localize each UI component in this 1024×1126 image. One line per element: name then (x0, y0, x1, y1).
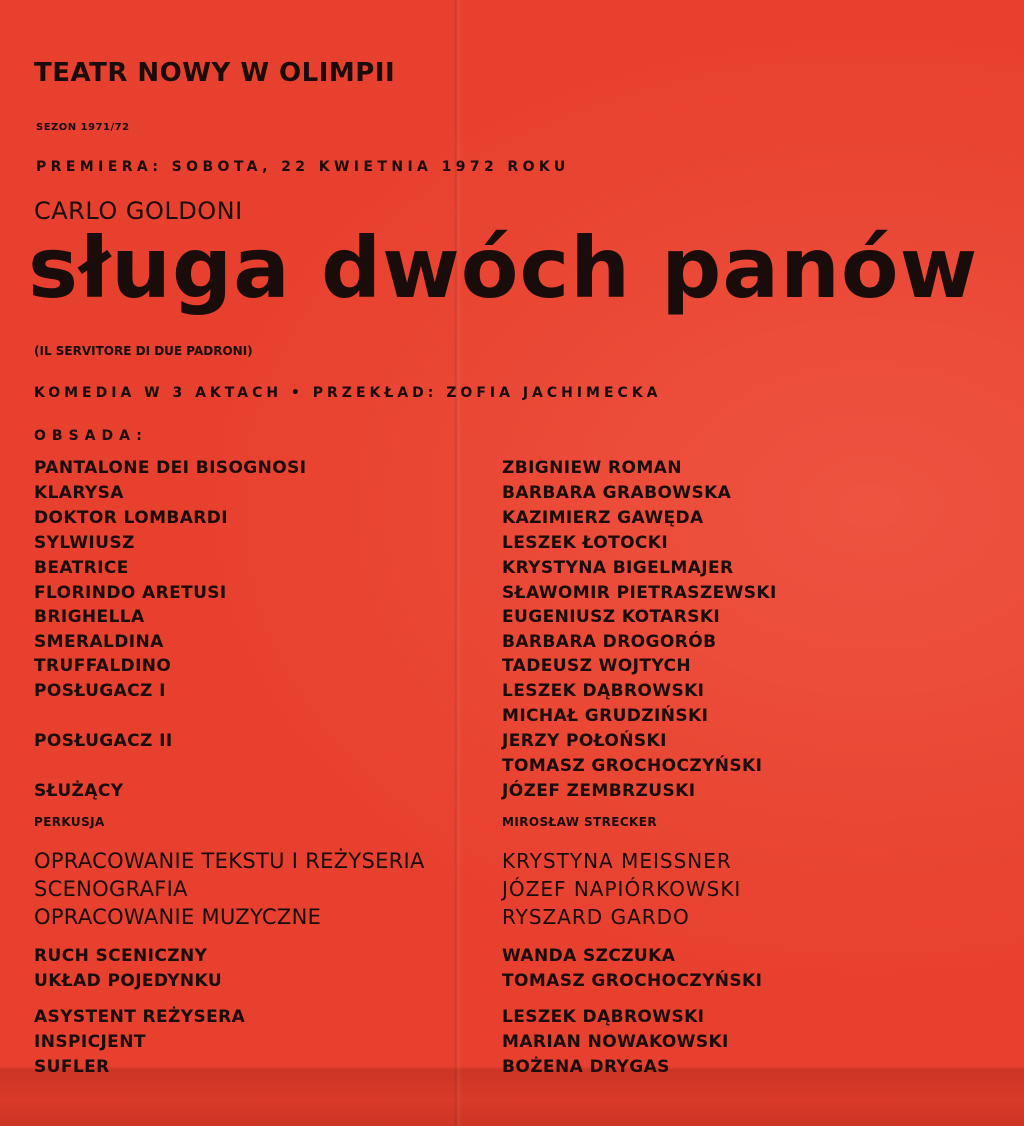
crew-role: ASYSTENT REŻYSERA (34, 1007, 246, 1027)
cast-actor: KRYSTYNA BIGELMAJER (502, 558, 734, 578)
cast-actor: LESZEK ŁOTOCKI (502, 533, 669, 553)
premiere-date: PREMIERA: SOBOTA, 22 KWIETNIA 1972 ROKU (36, 159, 570, 175)
crew-person: WANDA SZCZUKA (502, 946, 676, 966)
cast-actor: BARBARA GRABOWSKA (502, 483, 732, 503)
cast-role: BRIGHELLA (34, 607, 145, 627)
crew-person: MARIAN NOWAKOWSKI (502, 1032, 729, 1052)
cast-actor: KAZIMIERZ GAWĘDA (502, 508, 704, 528)
cast-actor: JERZY POŁOŃSKI (502, 731, 667, 751)
cast-role: PERKUSJA (34, 815, 105, 829)
crew-role: INSPICJENT (34, 1032, 146, 1052)
cast-heading: OBSADA: (34, 428, 148, 444)
crew-person: KRYSTYNA MEISSNER (502, 849, 732, 873)
cast-actor: ZBIGNIEW ROMAN (502, 458, 682, 478)
cast-actor: TOMASZ GROCHOCZYŃSKI (502, 756, 763, 776)
cast-role: DOKTOR LOMBARDI (34, 508, 229, 528)
crew-role: RUCH SCENICZNY (34, 946, 208, 966)
cast-actor: BARBARA DROGORÓB (502, 632, 717, 652)
cast-role: KLARYSA (34, 483, 124, 503)
cast-role: POSŁUGACZ I (34, 681, 166, 701)
season-label: SEZON 1971/72 (36, 122, 130, 133)
cast-role: POSŁUGACZ II (34, 731, 173, 751)
play-meta: KOMEDIA W 3 AKTACH • PRZEKŁAD: ZOFIA JACHIMECKA (34, 385, 662, 401)
crew-role: SUFLER (34, 1057, 110, 1077)
crew-person: LESZEK DĄBROWSKI (502, 1007, 705, 1027)
cast-role: PANTALONE DEI BISOGNOSI (34, 458, 307, 478)
crew-role: SCENOGRAFIA (34, 877, 188, 901)
author-name: CARLO GOLDONI (34, 197, 243, 225)
crew-person: JÓZEF NAPIÓRKOWSKI (502, 877, 742, 901)
cast-actor: SŁAWOMIR PIETRASZEWSKI (502, 583, 777, 603)
original-title: (IL SERVITORE DI DUE PADRONI) (34, 344, 253, 358)
crew-role: OPRACOWANIE TEKSTU I REŻYSERIA (34, 849, 425, 873)
crew-person: BOŻENA DRYGAS (502, 1057, 670, 1077)
cast-role: SMERALDINA (34, 632, 164, 652)
theatre-name: TEATR NOWY W OLIMPII (34, 58, 396, 88)
cast-actor: LESZEK DĄBROWSKI (502, 681, 705, 701)
cast-actor: JÓZEF ZEMBRZUSKI (502, 781, 696, 801)
cast-role: BEATRICE (34, 558, 129, 578)
cast-actor: MICHAŁ GRUDZIŃSKI (502, 706, 709, 726)
cast-actor: EUGENIUSZ KOTARSKI (502, 607, 721, 627)
crew-person: TOMASZ GROCHOCZYŃSKI (502, 971, 763, 991)
crew-role: OPRACOWANIE MUZYCZNE (34, 905, 322, 929)
cast-role: SŁUŻĄCY (34, 781, 124, 801)
crew-person: RYSZARD GARDO (502, 905, 690, 929)
crew-role: UKŁAD POJEDYNKU (34, 971, 223, 991)
cast-role: FLORINDO ARETUSI (34, 583, 227, 603)
cast-actor: MIROSŁAW STRECKER (502, 815, 657, 829)
cast-actor: TADEUSZ WOJTYCH (502, 656, 691, 676)
play-title: sługa dwóch panów (28, 219, 979, 317)
cast-role: TRUFFALDINO (34, 656, 172, 676)
cast-role: SYLWIUSZ (34, 533, 135, 553)
